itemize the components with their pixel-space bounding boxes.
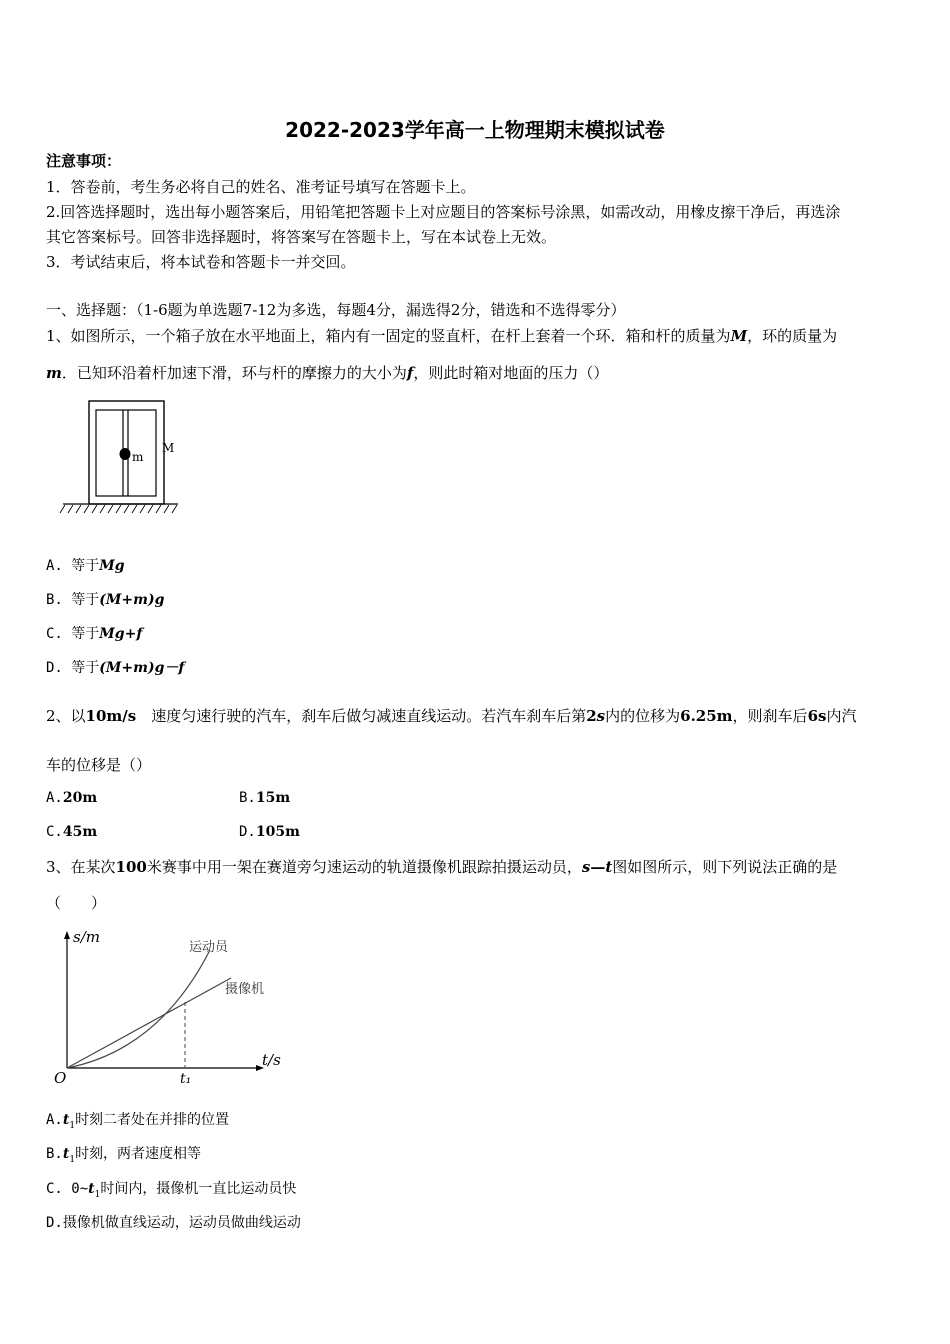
q3-st-graph [46, 925, 296, 1090]
notice-item-1: 1．答卷前，考生务必将自己的姓名、准考证号填写在答题卡上。 [46, 178, 476, 196]
q1-text: ．已知环沿着杆加速下滑，环与杆的摩擦力的大小为 [61, 364, 407, 382]
t1-tick-label: t₁ [180, 1071, 192, 1087]
q1-var-M: M [730, 327, 748, 345]
notice-heading: 注意事项： [46, 152, 122, 170]
camera-label: 摄像机 [225, 982, 265, 997]
q1-text: ，则此时箱对地面的压力（） [413, 364, 609, 382]
athlete-curve [67, 950, 210, 1068]
notice-item-3: 3．考试结束后，将本试卷和答题卡一并交回。 [46, 253, 356, 271]
y-axis-label: s/m [73, 928, 100, 946]
q2-option-a[interactable]: A.20m [46, 790, 98, 806]
q3-option-a[interactable]: $A.t_1$时刻二者处在并排的位置 [46, 1112, 230, 1131]
q3-stem-line2: （ ） [46, 894, 107, 912]
q2-option-b[interactable]: B.15m [239, 790, 291, 806]
box-label: M [162, 441, 175, 455]
q2-option-d[interactable]: D.105m [239, 824, 300, 840]
camera-line [67, 978, 231, 1068]
q1-option-b[interactable]: B. 等于(M+m)g [46, 592, 165, 608]
q1-box-figure [58, 398, 188, 520]
q3-stem-line1: 3、在某次100米赛事中用一架在赛道旁匀速运动的轨道摄像机跟踪拍摄运动员，s—t图如图所示，则下列说法正确的是 [46, 858, 838, 876]
section-heading: 一、选择题：（1-6题为单选题7-12为多选，每题4分，漏选得2分，错选和不选得零分） [46, 301, 626, 319]
q1-text: 1、如图所示，一个箱子放在水平地面上，箱内有一固定的竖直杆，在杆上套着一个环．箱和杆的质量为 [46, 327, 731, 345]
q1-option-c[interactable]: C. 等于Mg+f [46, 626, 143, 642]
q3-option-b[interactable]: $B.t_1$时刻，两者速度相等 [46, 1146, 202, 1165]
q1-option-d[interactable]: D. 等于(M+m)g－f [46, 660, 185, 676]
q1-text: ，环的质量为 [747, 327, 838, 345]
q3-option-c[interactable]: C. $0\sim t_1$时间内，摄像机一直比运动员快 [46, 1181, 297, 1200]
ring-label: m [132, 450, 144, 464]
q2-stem-line2: 车的位移是（） [46, 756, 152, 774]
q1-stem-line1 [46, 326, 837, 346]
notice-item-2: 2.回答选择题时，选出每小题答案后，用铅笔把答题卡上对应题目的答案标号涂黑，如需改动，用橡皮擦干净后，再选涂 [46, 203, 841, 221]
q1-var-m: m [46, 364, 62, 382]
ring-icon [120, 448, 131, 460]
q1-option-a[interactable]: A. 等于Mg [46, 558, 125, 574]
page-title: 2022-2023学年高一上物理期末模拟试卷 [285, 118, 665, 142]
q3-option-d[interactable]: D.摄像机做直线运动，运动员做曲线运动 [46, 1215, 301, 1231]
x-axis-label: t/s [262, 1051, 281, 1069]
origin-label: O [54, 1069, 67, 1087]
q2-option-c[interactable]: C.45m [46, 824, 98, 840]
athlete-label: 运动员 [189, 940, 229, 955]
q1-var-f: f [406, 364, 414, 382]
notice-item-2-cont: 其它答案标号。回答非选择题时，将答案写在答题卡上，写在本试卷上无效。 [46, 228, 557, 246]
q1-stem-line2 [46, 363, 608, 383]
q2-stem-line1: 2、以10m/s 速度匀速行驶的汽车，刹车后做匀减速直线运动。若汽车刹车后第2s内的位移为6.25m，则刹车后6s内汽 [46, 707, 857, 725]
